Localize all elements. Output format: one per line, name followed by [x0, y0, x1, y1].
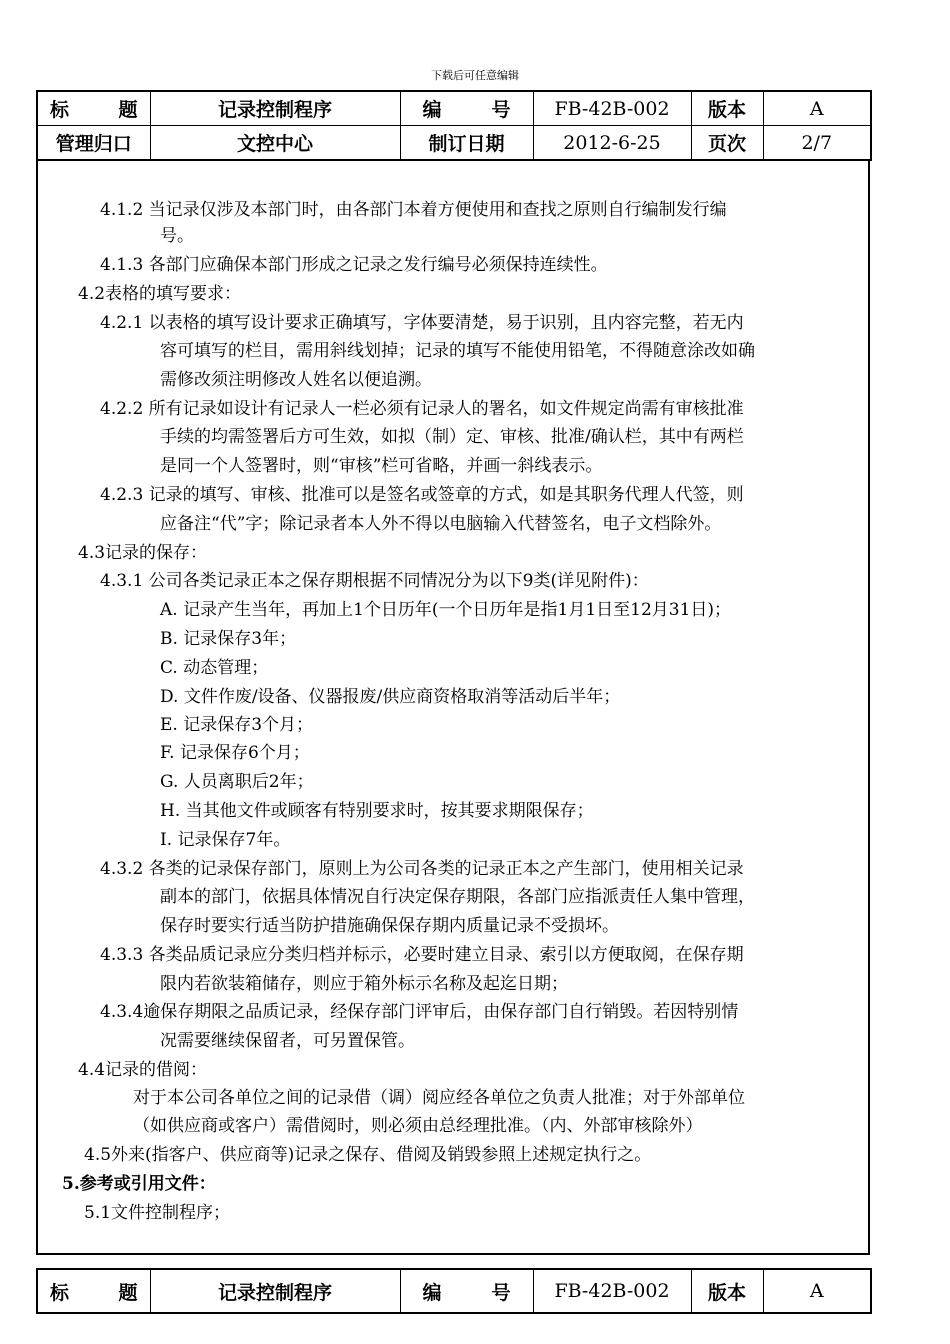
- title-label: 标 题: [37, 91, 150, 126]
- body-line: C. 动态管理；: [160, 658, 269, 678]
- version-label: 版本: [691, 1269, 763, 1313]
- body-line: 4.3.3 各类品质记录应分类归档并标示，必要时建立目录、索引以方便取阅，在保存期: [100, 945, 744, 965]
- body-line: 5.1文件控制程序；: [84, 1203, 231, 1223]
- document-header-table: [36, 90, 872, 161]
- body-line: 容可填写的栏目，需用斜线划掉；记录的填写不能使用铅笔，不得随意涂改如确: [160, 341, 755, 361]
- body-line: 4.3.4逾保存期限之品质记录，经保存部门评审后，由保存部门自行销毁。若因特别情: [100, 1002, 739, 1022]
- body-line: B. 记录保存3年；: [160, 629, 297, 649]
- number-value: FB-42B-002: [533, 1269, 691, 1313]
- title-label: 标 题: [37, 1269, 150, 1313]
- body-line: 副本的部门，依据具体情况自行决定保存期限，各部门应指派责任人集中管理，: [160, 887, 755, 907]
- body-line: 限内若欲装箱储存，则应于箱外标示名称及起迄日期；: [160, 974, 568, 994]
- body-line: I. 记录保存7年。: [160, 830, 291, 850]
- top-note: 下载后可任意编辑: [431, 69, 519, 82]
- body-line: 应备注“代”字；除记录者本人外不得以电脑输入代替签名，电子文档除外。: [160, 514, 722, 534]
- date-value: 2012-6-25: [533, 126, 691, 161]
- body-line: 4.1.2 当记录仅涉及本部门时，由各部门本着方便使用和查找之原则自行编制发行编: [100, 200, 727, 220]
- body-line: 对于本公司各单位之间的记录借（调）阅应经各单位之负责人批准；对于外部单位: [133, 1088, 745, 1108]
- owner-value: 文控中心: [150, 126, 400, 161]
- body-line: 5.参考或引用文件：: [62, 1174, 216, 1194]
- body-line: E. 记录保存3个月；: [160, 715, 314, 735]
- title-value: 记录控制程序: [150, 1269, 400, 1313]
- body-line: A. 记录产生当年，再加上1个日历年(一个日历年是指1月1日至12月31日)；: [160, 600, 732, 620]
- body-line: 4.2.1 以表格的填写设计要求正确填写，字体要清楚，易于识别，且内容完整，若无内: [100, 313, 744, 333]
- title-value: 记录控制程序: [150, 91, 400, 126]
- owner-label: 管理归口: [37, 126, 150, 161]
- page-value: 2/7: [763, 126, 871, 161]
- number-label: 编 号: [400, 1269, 533, 1313]
- body-line: 4.2.2 所有记录如设计有记录人一栏必须有记录人的署名，如文件规定尚需有审核批准: [100, 399, 744, 419]
- version-value: A: [763, 1269, 871, 1313]
- body-line: 4.1.3 各部门应确保本部门形成之记录之发行编号必须保持连续性。: [100, 255, 608, 275]
- body-line: G. 人员离职后2年；: [160, 772, 314, 792]
- body-line: 4.5外来(指客户、供应商等)记录之保存、借阅及销毁参照上述规定执行之。: [84, 1145, 652, 1165]
- number-label: 编 号: [400, 91, 533, 126]
- body-line: 4.2.3 记录的填写、审核、批准可以是签名或签章的方式，如是其职务代理人代签，则: [100, 485, 744, 505]
- body-line: 4.4记录的借阅：: [78, 1060, 208, 1080]
- body-line: 手续的均需签署后方可生效，如拟（制）定、审核、批准/确认栏，其中有两栏: [160, 427, 744, 447]
- body-line: 4.3.2 各类的记录保存部门，原则上为公司各类的记录正本之产生部门，使用相关记录: [100, 859, 744, 879]
- page-label: 页次: [691, 126, 763, 161]
- number-value: FB-42B-002: [533, 91, 691, 126]
- date-label: 制订日期: [400, 126, 533, 161]
- body-line: 况需要继续保留者，可另置保管。: [160, 1031, 415, 1051]
- next-page-header-table: [36, 1268, 872, 1314]
- body-line: 4.3.1 公司各类记录正本之保存期根据不同情况分为以下9类(详见附件)：: [100, 571, 649, 591]
- body-line: （如供应商或客户）需借阅时，则必须由总经理批准。（内、外部审核除外）: [133, 1116, 703, 1136]
- version-label: 版本: [691, 91, 763, 126]
- body-line: 是同一个人签署时，则“审核”栏可省略，并画一斜线表示。: [160, 456, 603, 476]
- body-line: 保存时要实行适当防护措施确保保存期内质量记录不受损坏。: [160, 916, 619, 936]
- body-line: F. 记录保存6个月；: [160, 743, 310, 763]
- body-line: 4.2表格的填写要求：: [78, 284, 242, 304]
- body-line: 4.3记录的保存：: [78, 543, 208, 563]
- version-value: A: [763, 91, 871, 126]
- body-line: 号。: [160, 226, 194, 246]
- body-line: H. 当其他文件或顾客有特别要求时，按其要求期限保存；: [160, 801, 594, 821]
- body-line: 需修改须注明修改人姓名以便追溯。: [160, 370, 432, 390]
- body-line: D. 文件作废/设备、仪器报废/供应商资格取消等活动后半年；: [160, 687, 621, 707]
